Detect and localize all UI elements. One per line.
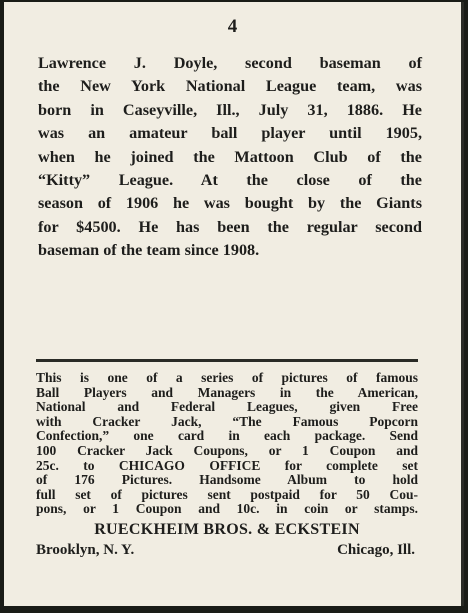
city-brooklyn: Brooklyn, N. Y.: [36, 542, 135, 558]
bio-line: born in Caseyville, Ill., July 31, 1886. He: [38, 100, 422, 119]
ad-line: pons, or 1 Coupon and 10c. in coin or stamps.: [36, 501, 418, 517]
bio-line: baseman of the team since 1908.: [38, 241, 260, 260]
ad-line: This is one of a series of pictures of famous: [36, 370, 418, 385]
bio-line: for $4500. He has been the regular second: [38, 217, 422, 236]
ad-line: 25c. to CHICAGO OFFICE for complete set: [36, 457, 418, 473]
bio-line: “Kitty” League. At the close of the: [38, 171, 422, 190]
bio-line: season of 1906 he was bought by the Giants: [38, 194, 422, 213]
card-number: 4: [227, 16, 238, 37]
ad-line: Confection,” one card in each package. Send: [36, 428, 418, 444]
baseball-card-back: [4, 2, 464, 606]
bio-line: was an amateur ball player until 1905,: [38, 124, 422, 143]
bio-line: when he joined the Mattoon Club of the: [38, 147, 422, 166]
ad-line: with Cracker Jack, “The Famous Popcorn: [36, 413, 418, 429]
city-chicago: Chicago, Ill.: [337, 542, 415, 558]
ad-line: full set of pictures sent postpaid for 50 Cou-: [36, 486, 418, 502]
bio-line: Lawrence J. Doyle, second baseman of: [38, 54, 422, 72]
ad-line: of 176 Pictures. Handsome Album to hold: [36, 472, 418, 488]
ad-line: 100 Cracker Jack Coupons, or 1 Coupon and: [36, 442, 418, 458]
player-biography: [38, 52, 422, 263]
ad-line: Ball Players and Managers in the American,: [36, 384, 418, 400]
bio-line: the New York National League team, was: [38, 77, 422, 96]
company-name: RUECKHEIM BROS. & ECKSTEIN: [94, 521, 360, 538]
advertisement-text: [36, 371, 418, 517]
ad-line: National and Federal Leagues, given Free: [36, 399, 418, 415]
divider-rule: [36, 359, 418, 362]
